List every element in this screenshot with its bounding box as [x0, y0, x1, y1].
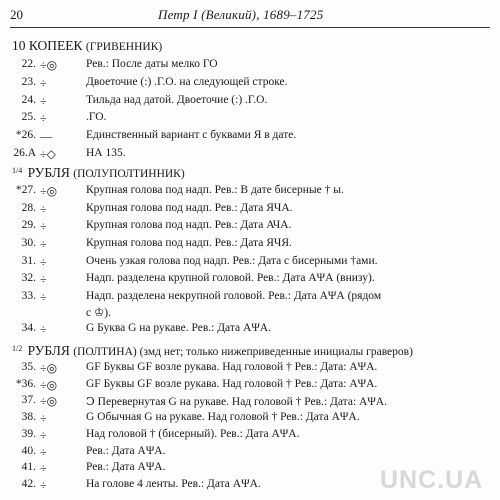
page-header: [10, 7, 490, 29]
rarity-mark: ÷: [40, 254, 47, 269]
row-text: Двоеточие (:) .Г.О. на следующей строке.: [86, 76, 288, 89]
catalog-row: [0, 445, 500, 463]
section-heading-10-kopeek: [12, 38, 162, 54]
rarity-mark: ÷: [40, 321, 47, 336]
rarity-mark: ÷: [40, 93, 47, 108]
rarity-mark: ÷: [40, 201, 47, 216]
row-number: 30.: [21, 237, 36, 250]
rarity-mark: ÷◎: [40, 184, 58, 199]
rarity-mark: ÷: [40, 290, 47, 305]
row-number: *26.: [15, 129, 36, 142]
row-number: 25.: [21, 111, 36, 124]
section-heading-half-ruble: [12, 343, 413, 359]
row-text: Над головой † (бисерный). Рев.: Дата АΨА.: [86, 427, 300, 440]
rarity-mark: ÷: [40, 272, 47, 287]
row-number: 40.: [21, 444, 36, 457]
row-text: Рев.: Дата АΨА.: [86, 461, 166, 474]
catalog-row: [0, 255, 500, 273]
row-number: 29.: [21, 219, 36, 232]
rarity-mark: ÷: [40, 411, 47, 426]
rarity-mark: ÷◎: [40, 377, 58, 392]
catalog-row: [0, 76, 500, 94]
row-text: Крупная голова под надп. Рев.: Дата АЧА.: [86, 219, 292, 232]
rarity-mark: ÷◇: [40, 146, 56, 161]
running-title: Петр I (Великий), 1689–1725: [158, 7, 324, 22]
row-number: 22.: [21, 58, 36, 71]
row-text: На голове 4 ленты. Рев.: Дата АΨА.: [86, 478, 261, 490]
row-number: 31.: [21, 254, 36, 267]
row-text: Рев.: После даты мелко ГО: [86, 58, 218, 71]
rarity-mark: ÷: [40, 219, 47, 234]
row-text: Тильда над датой. Двоеточие (:) .Г.О.: [86, 93, 268, 106]
row-number: 28.: [21, 201, 36, 214]
catalog-row: [0, 378, 500, 396]
catalog-row: [0, 428, 500, 446]
row-number: 37.: [21, 394, 36, 407]
catalog-row: [0, 361, 500, 379]
section-title: РУБЛЯ: [27, 164, 70, 180]
rarity-mark: ÷: [40, 461, 47, 476]
section-title: 10 КОПЕЕК: [12, 38, 83, 53]
row-text: НА 135.: [86, 146, 126, 159]
watermark: UNC.UA: [380, 466, 484, 494]
row-number: 41.: [21, 461, 36, 474]
catalog-row: [0, 129, 500, 147]
row-text: GF Буквы GF возле рукава. Над головой † Рев.: Дата: АΨА.: [86, 360, 378, 373]
section-heading-quarter-ruble: [12, 165, 185, 181]
rarity-mark: ÷: [40, 237, 47, 252]
row-text: Надп. разделена некрупной головой. Рев.: Дата АΨА (рядом: [86, 290, 382, 303]
catalog-row: [0, 94, 500, 112]
section-subtitle: (ГРИВЕННИК): [85, 41, 163, 53]
rarity-mark: ÷: [40, 76, 47, 91]
row-number: *27.: [15, 184, 36, 197]
page-number: 20: [10, 7, 23, 22]
rarity-mark: ÷◎: [40, 58, 58, 73]
row-text: G Обычная G на рукаве. Над головой † Рев.: Дата АΨА.: [86, 411, 360, 424]
catalog-row: [0, 58, 500, 76]
row-number: 23.: [21, 76, 36, 89]
row-text: .ГО.: [86, 111, 107, 124]
catalog-row: [0, 111, 500, 129]
row-text: Крупная голова под надп. Рев.: В дате бисерные † ы.: [86, 184, 344, 197]
catalog-row: [0, 202, 500, 220]
section-fraction: 1/2: [12, 344, 23, 354]
catalog-row: [0, 322, 500, 340]
catalog-row: [0, 184, 500, 202]
section-fraction: 1/4: [12, 165, 23, 175]
row-text: Надп. разделена крупной головой. Рев.: Дата АΨА (внизу).: [86, 272, 375, 285]
catalog-row: [0, 411, 500, 429]
catalog-row: [0, 147, 500, 165]
section-subtitle: (ПОЛТИНА) (змд нет; только нижеприведенные инициалы граверов): [73, 346, 413, 359]
row-number: 34.: [21, 321, 36, 334]
rarity-mark: ÷: [40, 427, 47, 442]
row-number: 26.А: [13, 146, 36, 159]
row-number: 35.: [21, 360, 36, 373]
rarity-mark: ÷◎: [40, 394, 58, 409]
row-text: с ♔).: [86, 306, 111, 319]
row-text: Единственный вариант с буквами Я в дате.: [86, 129, 297, 142]
rarity-mark: ÷: [40, 478, 47, 492]
rarity-mark: ÷: [40, 444, 47, 459]
row-text: Крупная голова под надп. Рев.: Дата ЯЧЯ.: [86, 237, 292, 250]
row-text: Ↄ Перевернутая G на рукаве. Над головой † Рев.: Дата: АΨА.: [86, 396, 387, 409]
rarity-mark: —: [40, 129, 52, 144]
row-text: GF Буквы GF возле рукава. Над головой † Рев.: Дата: АΨА.: [86, 377, 378, 390]
row-number: 24.: [21, 93, 36, 106]
catalog-row: [0, 237, 500, 255]
rarity-mark: ÷◎: [40, 360, 58, 375]
header-rule: [10, 27, 490, 28]
row-number: 33.: [21, 290, 36, 303]
row-number: 32.: [21, 272, 36, 285]
row-number: 38.: [21, 411, 36, 424]
rarity-mark: ÷: [40, 111, 47, 126]
section-title: РУБЛЯ: [27, 343, 70, 359]
catalog-row: [0, 394, 500, 412]
row-number: 39.: [21, 427, 36, 440]
row-text: Рев.: Дата АΨА.: [86, 444, 166, 457]
section-subtitle: (ПОЛУПОЛТИННИК): [73, 167, 185, 180]
catalog-row: [0, 219, 500, 237]
row-text: Очень узкая голова под надп. Рев.: Дата с бисерными †ами.: [86, 254, 378, 267]
row-text: G Буква G на рукаве. Рев.: Дата АΨА.: [86, 321, 271, 334]
row-text: Крупная голова под надп. Рев.: Дата ЯЧА.: [86, 201, 293, 214]
row-number: 42.: [21, 478, 36, 490]
catalog-row: [0, 272, 500, 290]
catalog-row-continuation: [0, 305, 500, 323]
row-number: *36.: [15, 377, 36, 390]
